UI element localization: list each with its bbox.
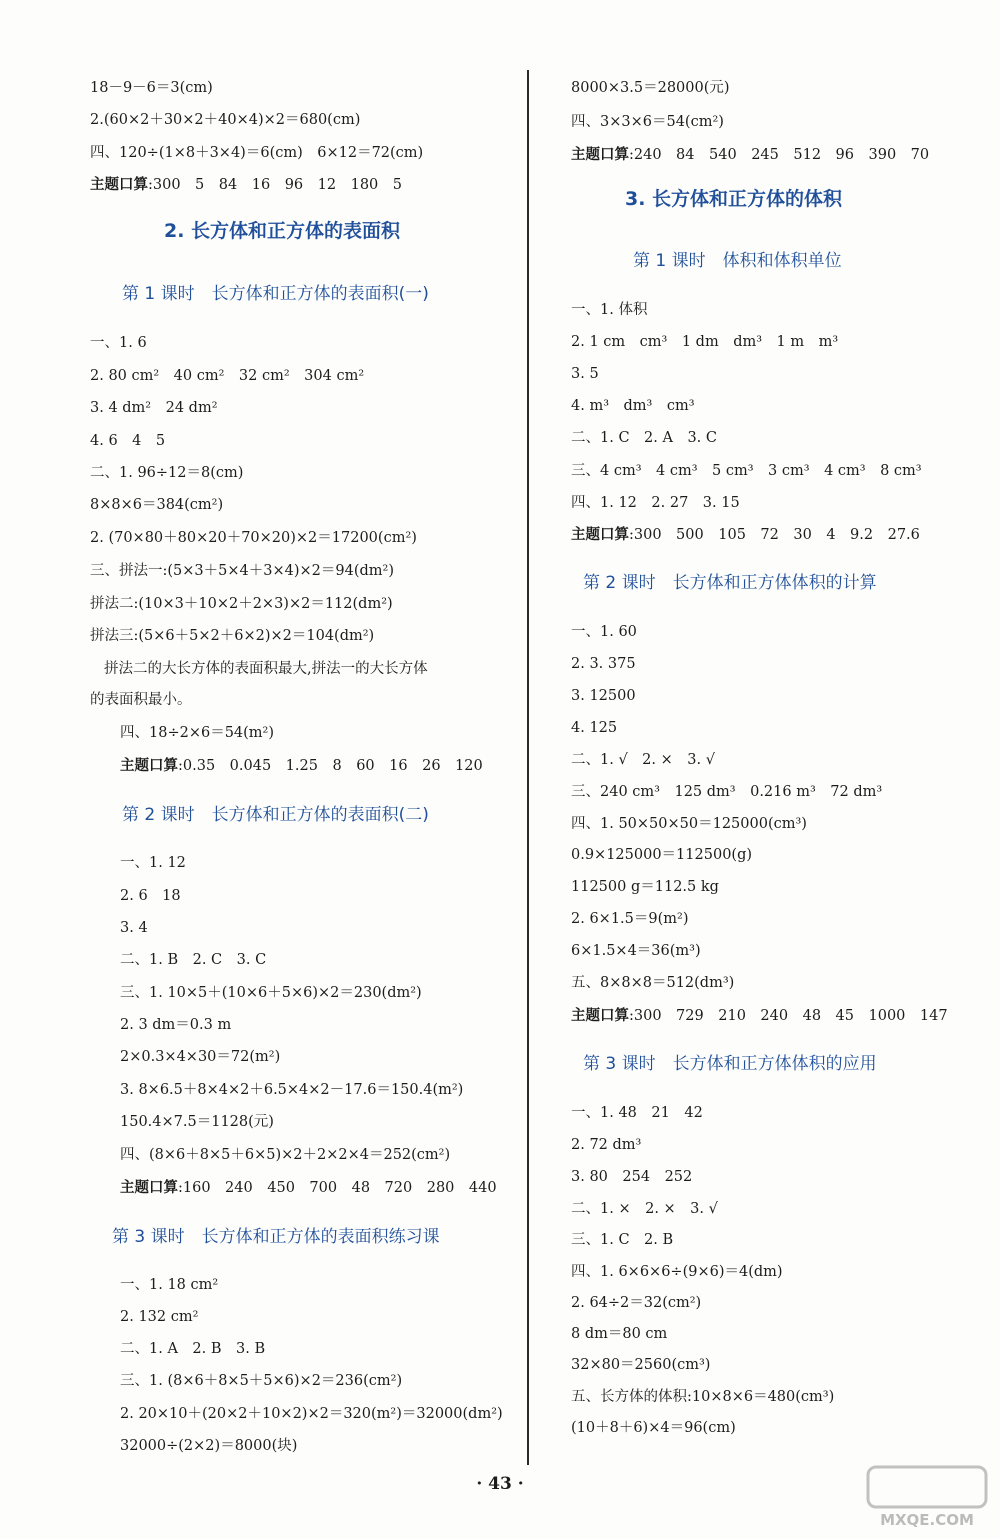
answer-line: 2. 72 dm³ [571, 1137, 642, 1153]
answer-line: 三、1. (8×6＋8×5＋5×6)×2＝236(cm²) [120, 1373, 403, 1389]
answer-line: 五、长方体的体积:10×8×6＝480(cm³) [571, 1389, 835, 1405]
answer-line: 四、1. 6×6×6÷(9×6)＝4(dm) [571, 1264, 783, 1280]
answer-line: (10＋8＋6)×4＝96(cm) [571, 1420, 736, 1436]
answer-line: 3. 5 [571, 366, 599, 382]
answer-line: 2×0.3×4×30＝72(m²) [120, 1049, 281, 1065]
section-title-surface-area: 2. 长方体和正方体的表面积 [164, 220, 401, 242]
section-title-volume: 3. 长方体和正方体的体积 [625, 188, 843, 210]
answer-line: 6×1.5×4＝36(m³) [571, 943, 701, 959]
answer-line: 拼法二:(10×3＋10×2＋2×3)×2＝112(dm²) [90, 596, 393, 612]
answer-line: 8×8×6＝384(cm²) [90, 497, 224, 513]
answer-line: 拼法三:(5×6＋5×2＋6×2)×2＝104(dm²) [90, 628, 375, 644]
lesson-title-3: 第 3 课时 长方体和正方体体积的应用 [583, 1054, 877, 1074]
answer-line: 2. 80 cm² 40 cm² 32 cm² 304 cm² [90, 368, 365, 384]
answer-line: 五、8×8×8＝512(dm³) [571, 975, 735, 991]
answer-line: 3. 8×6.5＋8×4×2＋6.5×4×2－17.6＝150.4(m²) [120, 1082, 464, 1098]
answer-line: 18－9－6＝3(cm) [90, 80, 213, 96]
answer-line: 3. 4 [120, 920, 148, 936]
answer-line: 二、1. × 2. × 3. √ [571, 1201, 718, 1217]
answer-line: 4. 6 4 5 [90, 433, 166, 449]
answer-line: 2. 3 dm＝0.3 m [120, 1017, 232, 1033]
answer-line: 三、4 cm³ 4 cm³ 5 cm³ 3 cm³ 4 cm³ 8 cm³ [571, 463, 922, 479]
lesson-title-1: 第 1 课时 体积和体积单位 [633, 251, 842, 271]
answer-line: 2. 1 cm cm³ 1 dm dm³ 1 m m³ [571, 334, 839, 350]
answer-line: 三、240 cm³ 125 dm³ 0.216 m³ 72 dm³ [571, 784, 883, 800]
answer-line: 2. (70×80＋80×20＋70×20)×2＝17200(cm²) [90, 530, 417, 546]
answer-line: 2. 6×1.5＝9(m²) [571, 911, 689, 927]
mental-math-line: 主题口算:160 240 450 700 48 720 280 440 [120, 1179, 497, 1196]
answer-line: 二、1. B 2. C 3. C [120, 952, 267, 968]
mental-math-line: 主题口算:300 5 84 16 96 12 180 5 [90, 176, 402, 193]
answer-line: 32×80＝2560(cm³) [571, 1357, 711, 1373]
answer-line: 8 dm＝80 cm [571, 1326, 668, 1342]
answer-line: 四、120÷(1×8＋3×4)＝6(cm) 6×12＝72(cm) [90, 145, 424, 161]
answer-line: 四、1. 12 2. 27 3. 15 [571, 495, 740, 511]
answer-line: 三、1. 10×5＋(10×6＋5×6)×2＝230(dm²) [120, 985, 422, 1001]
answer-line: 32000÷(2×2)＝8000(块) [120, 1438, 298, 1454]
answer-line: 的表面积最小。 [90, 692, 192, 708]
watermark-logo [862, 1461, 992, 1531]
answer-line: 3. 4 dm² 24 dm² [90, 400, 218, 416]
answer-line: 112500 g＝112.5 kg [571, 879, 719, 895]
answer-line: 一、1. 18 cm² [120, 1277, 219, 1293]
answer-line: 四、3×3×6＝54(cm²) [571, 114, 724, 130]
answer-line: 一、1. 12 [120, 855, 186, 871]
answer-line: 四、(8×6＋8×5＋6×5)×2＋2×2×4＝252(cm²) [120, 1147, 451, 1163]
mental-math-line: 主题口算:300 500 105 72 30 4 9.2 27.6 [571, 526, 920, 543]
answer-line: 二、1. A 2. B 3. B [120, 1341, 266, 1357]
answer-line: 四、1. 50×50×50＝125000(cm³) [571, 816, 807, 832]
answer-line: 4. 125 [571, 720, 618, 736]
page-number: · 43 · [476, 1474, 524, 1494]
answer-line: 二、1. √ 2. × 3. √ [571, 752, 715, 768]
mental-math-line: 主题口算:300 729 210 240 48 45 1000 147 [571, 1007, 948, 1024]
lesson-title-3: 第 3 课时 长方体和正方体的表面积练习课 [112, 1227, 440, 1247]
mental-math-line: 主题口算:240 84 540 245 512 96 390 70 [571, 146, 930, 163]
answer-line: 3. 12500 [571, 688, 636, 704]
lesson-title-1: 第 1 课时 长方体和正方体的表面积(一) [122, 284, 429, 304]
answer-line: 2. 132 cm² [120, 1309, 199, 1325]
answer-line: 2. 20×10＋(20×2＋10×2)×2＝320(m²)＝32000(dm²) [120, 1406, 503, 1422]
answer-line: 2. 6 18 [120, 888, 181, 904]
answer-line: 4. m³ dm³ cm³ [571, 398, 695, 414]
answer-line: 150.4×7.5＝1128(元) [120, 1114, 274, 1130]
answer-line: 2.(60×2＋30×2＋40×4)×2＝680(cm) [90, 112, 361, 128]
answer-line: 8000×3.5＝28000(元) [571, 80, 730, 96]
answer-line: 四、18÷2×6＝54(m²) [120, 725, 275, 741]
answer-line: 3. 80 254 252 [571, 1169, 693, 1185]
answer-line: 2. 64÷2＝32(cm²) [571, 1295, 702, 1311]
answer-line: 2. 3. 375 [571, 656, 636, 672]
watermark-text: MXQE.COM [880, 1511, 974, 1529]
answer-line: 一、1. 60 [571, 624, 637, 640]
answer-line: 一、1. 体积 [571, 302, 648, 318]
lesson-title-2: 第 2 课时 长方体和正方体的表面积(二) [122, 805, 429, 825]
answer-line: 0.9×125000＝112500(g) [571, 847, 753, 863]
answer-line: 三、1. C 2. B [571, 1232, 674, 1248]
answer-line: 二、1. 96÷12＝8(cm) [90, 465, 244, 481]
mental-math-line: 主题口算:0.35 0.045 1.25 8 60 16 26 120 [120, 757, 483, 774]
lesson-title-2: 第 2 课时 长方体和正方体体积的计算 [583, 573, 877, 593]
answer-line: 二、1. C 2. A 3. C [571, 430, 717, 446]
answer-line: 一、1. 48 21 42 [571, 1105, 703, 1121]
answer-line: 拼法二的大长方体的表面积最大,拼法一的大长方体 [104, 661, 428, 677]
watermark-badge [868, 1467, 986, 1507]
column-divider [527, 70, 529, 1465]
answer-line: 一、1. 6 [90, 335, 147, 351]
answer-line: 三、拼法一:(5×3＋5×4＋3×4)×2＝94(dm²) [90, 563, 394, 579]
